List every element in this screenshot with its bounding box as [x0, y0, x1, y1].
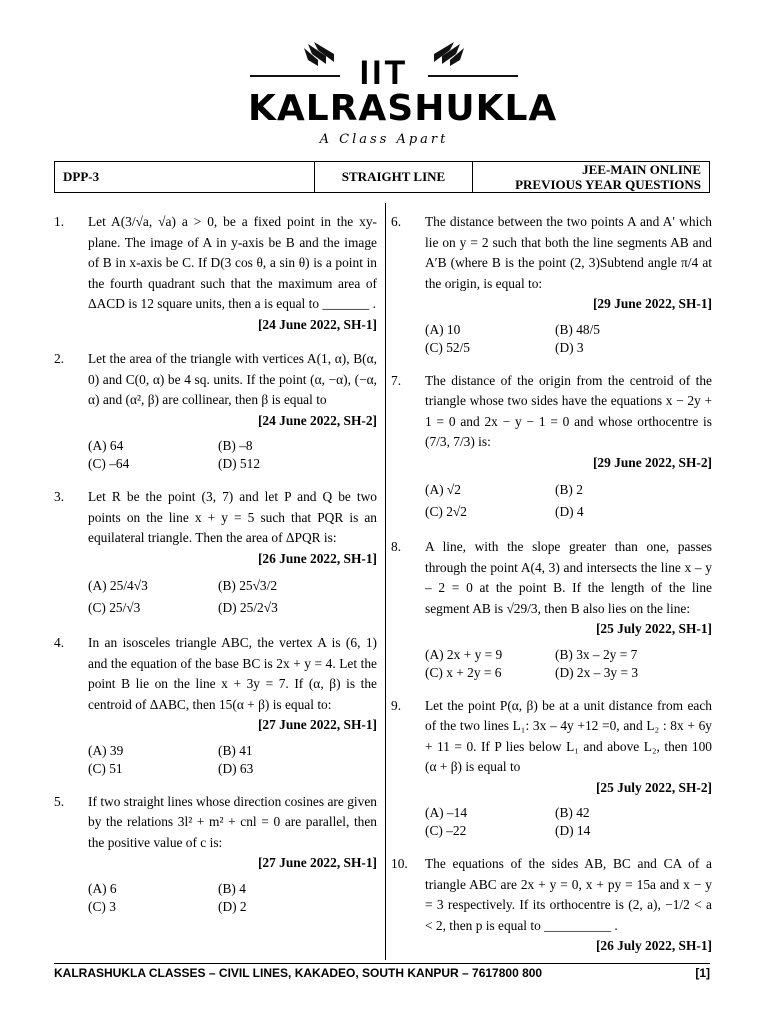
left-column [54, 212, 377, 916]
header-table [54, 161, 710, 193]
question-text: The distance between the two points A and A′ which lie on y = 2 such that both the line segments AB and A′B (where B is the point (2, 3)Subtend angle π/4 at the origin, is equal to: [425, 214, 712, 291]
option-c: (C) 3 [88, 898, 116, 914]
question-text: The equations of the sides AB, BC and CA of a triangle ABC are 2x + y = 0, x + py = 15a and x − y = 3 respectively. If its orthocentre is (2, a), −1/2 < a < 2, then p is equal to __________ . [425, 856, 712, 933]
option-b: (B) 41 [218, 742, 253, 758]
option-c: (C) –64 [88, 456, 130, 471]
question-text: Let A(3/√a, √a) a > 0, be a fixed point in the xy-plane. The image of A in y-axis be B and the image of B in x-axis be C. If D(3 cos θ, a sin θ) is a point in the fourth quadrant such that the maximum area of ΔACD is 12 square units, then a is equal to _______ . [88, 214, 377, 311]
exam-line-2: PREVIOUS YEAR QUESTIONS [515, 177, 701, 192]
option-a: (A) –14 [425, 805, 468, 820]
exam-label [473, 162, 709, 192]
question-source: [29 June 2022, SH-1] [592, 296, 712, 311]
question [54, 792, 377, 916]
question [391, 212, 712, 357]
options [88, 742, 377, 778]
question [391, 537, 712, 682]
options [88, 575, 377, 619]
options [425, 804, 712, 840]
question-source: [24 June 2022, SH-2] [257, 412, 377, 428]
question [54, 487, 377, 619]
question [391, 854, 712, 957]
option-a: (A) 39 [88, 742, 124, 758]
question-text: Let R be the point (3, 7) and let P and Q be two points on the line x + y = 5 such that PQR is an equilateral triangle. Then the area of ΔPQR is: [88, 489, 377, 545]
page-number: [1] [695, 966, 710, 980]
options [425, 479, 712, 523]
option-b: (B) 2 [555, 482, 583, 497]
question-text: The distance of the origin from the centroid of the triangle whose two sides have the equations x − 2y + 1 = 0 and 2x − y − 1 = 0 and whose orthocentre is (7/3, 7/3) is: [425, 372, 712, 449]
options [425, 646, 712, 682]
question-number: 10. [391, 856, 408, 871]
question-number: 1. [54, 214, 65, 229]
option-b: (B) 48/5 [555, 321, 601, 337]
question-source: [26 July 2022, SH-1] [595, 938, 712, 953]
option-a: (A) 10 [425, 321, 461, 337]
option-c: (C) –22 [425, 823, 467, 838]
question-number: 3. [54, 489, 65, 504]
option-a: (A) 25/4√3 [88, 578, 148, 593]
option-c: (C) 52/5 [425, 339, 471, 355]
question-text: Let the area of the triangle with vertices A(1, α), B(α, 0) and C(0, α) be 4 sq. units. If the point (α, −α), (−α, α) and (α², β) are collinear, then β is equal to [88, 351, 377, 407]
question-text: Let the point P(α, β) be at a unit distance from each of the two lines L₁: 3x – 4y +12 =0, and L₂ : 8x + 6y + 11 = 0. If P lies below L₁ and above L₂, then 100 (α + β) is equal to [425, 697, 712, 774]
option-d: (D) 25/2√3 [218, 600, 278, 615]
question [54, 349, 377, 473]
option-b: (B) 25√3/2 [218, 578, 278, 593]
options [88, 880, 377, 916]
question-text: A line, with the slope greater than one, passes through the point A(4, 3) and intersects the line x – y – 2 = 0 at the point B. If the length of the line segment AB is √29/3, then B also lies on the line: [425, 539, 712, 616]
question [391, 371, 712, 524]
logo-brand: KALRASHUKLA [248, 88, 558, 129]
option-d: (D) 4 [555, 504, 584, 519]
option-a: (A) 6 [88, 880, 117, 896]
question-source: [29 June 2022, SH-2] [592, 454, 712, 470]
question-source: [27 June 2022, SH-1] [257, 855, 377, 870]
question-source: [25 July 2022, SH-2] [595, 779, 712, 795]
question-source: [27 June 2022, SH-1] [257, 717, 377, 732]
option-c: (C) 2√2 [425, 504, 467, 519]
question [391, 696, 712, 841]
option-d: (D) 2x – 3y = 3 [555, 664, 639, 680]
logo-iit: IIT [359, 54, 409, 92]
question-number: 8. [391, 539, 402, 554]
question-text: If two straight lines whose direction cosines are given by the relations 3l² + m² + cnl = 0 are parallel, then the positive value of c is: [88, 793, 377, 850]
question-text: In an isosceles triangle ABC, the vertex A is (6, 1) and the equation of the base BC is 2x + y = 4. Let the point B lie on the line x + 3y = 7. If (α, β) is the centroid of ΔABC, then 15(α + β) is equal to: [88, 635, 377, 712]
options [425, 321, 712, 357]
question-number: 5. [54, 793, 65, 809]
logo-tagline: A Class Apart [319, 132, 449, 147]
option-a: (A) √2 [425, 482, 461, 497]
option-c: (C) 51 [88, 760, 123, 776]
option-a: (A) 2x + y = 9 [425, 646, 503, 662]
option-d: (D) 3 [555, 339, 584, 355]
question [54, 212, 377, 335]
options [88, 437, 377, 473]
question-number: 4. [54, 635, 65, 650]
question-source: [24 June 2022, SH-1] [257, 316, 377, 332]
option-b: (B) –8 [218, 438, 253, 453]
question-number: 7. [391, 372, 402, 388]
option-b: (B) 3x – 2y = 7 [555, 646, 638, 662]
logo [248, 42, 558, 152]
footer-text: KALRASHUKLA CLASSES – CIVIL LINES, KAKADEO, SOUTH KANPUR – 7617800 800 [54, 966, 543, 980]
question-source: [26 June 2022, SH-1] [257, 550, 377, 566]
option-c: (C) 25/√3 [88, 600, 141, 615]
option-d: (D) 63 [218, 760, 254, 776]
option-a: (A) 64 [88, 438, 124, 453]
question-source: [25 July 2022, SH-1] [595, 621, 712, 636]
option-c: (C) x + 2y = 6 [425, 664, 502, 680]
option-d: (D) 14 [555, 823, 591, 838]
option-d: (D) 512 [218, 456, 261, 471]
dpp-label: DPP-3 [55, 162, 315, 192]
question-number: 6. [391, 214, 402, 229]
option-b: (B) 42 [555, 805, 590, 820]
question [54, 633, 377, 778]
footer-rule [54, 963, 710, 964]
option-b: (B) 4 [218, 880, 246, 896]
question-number: 2. [54, 351, 65, 366]
footer [54, 966, 710, 980]
right-column [391, 212, 712, 957]
option-d: (D) 2 [218, 898, 247, 914]
question-number: 9. [391, 697, 402, 713]
subject-label: STRAIGHT LINE [315, 162, 473, 192]
column-divider [385, 203, 386, 960]
exam-line-1: JEE-MAIN ONLINE [582, 162, 701, 177]
